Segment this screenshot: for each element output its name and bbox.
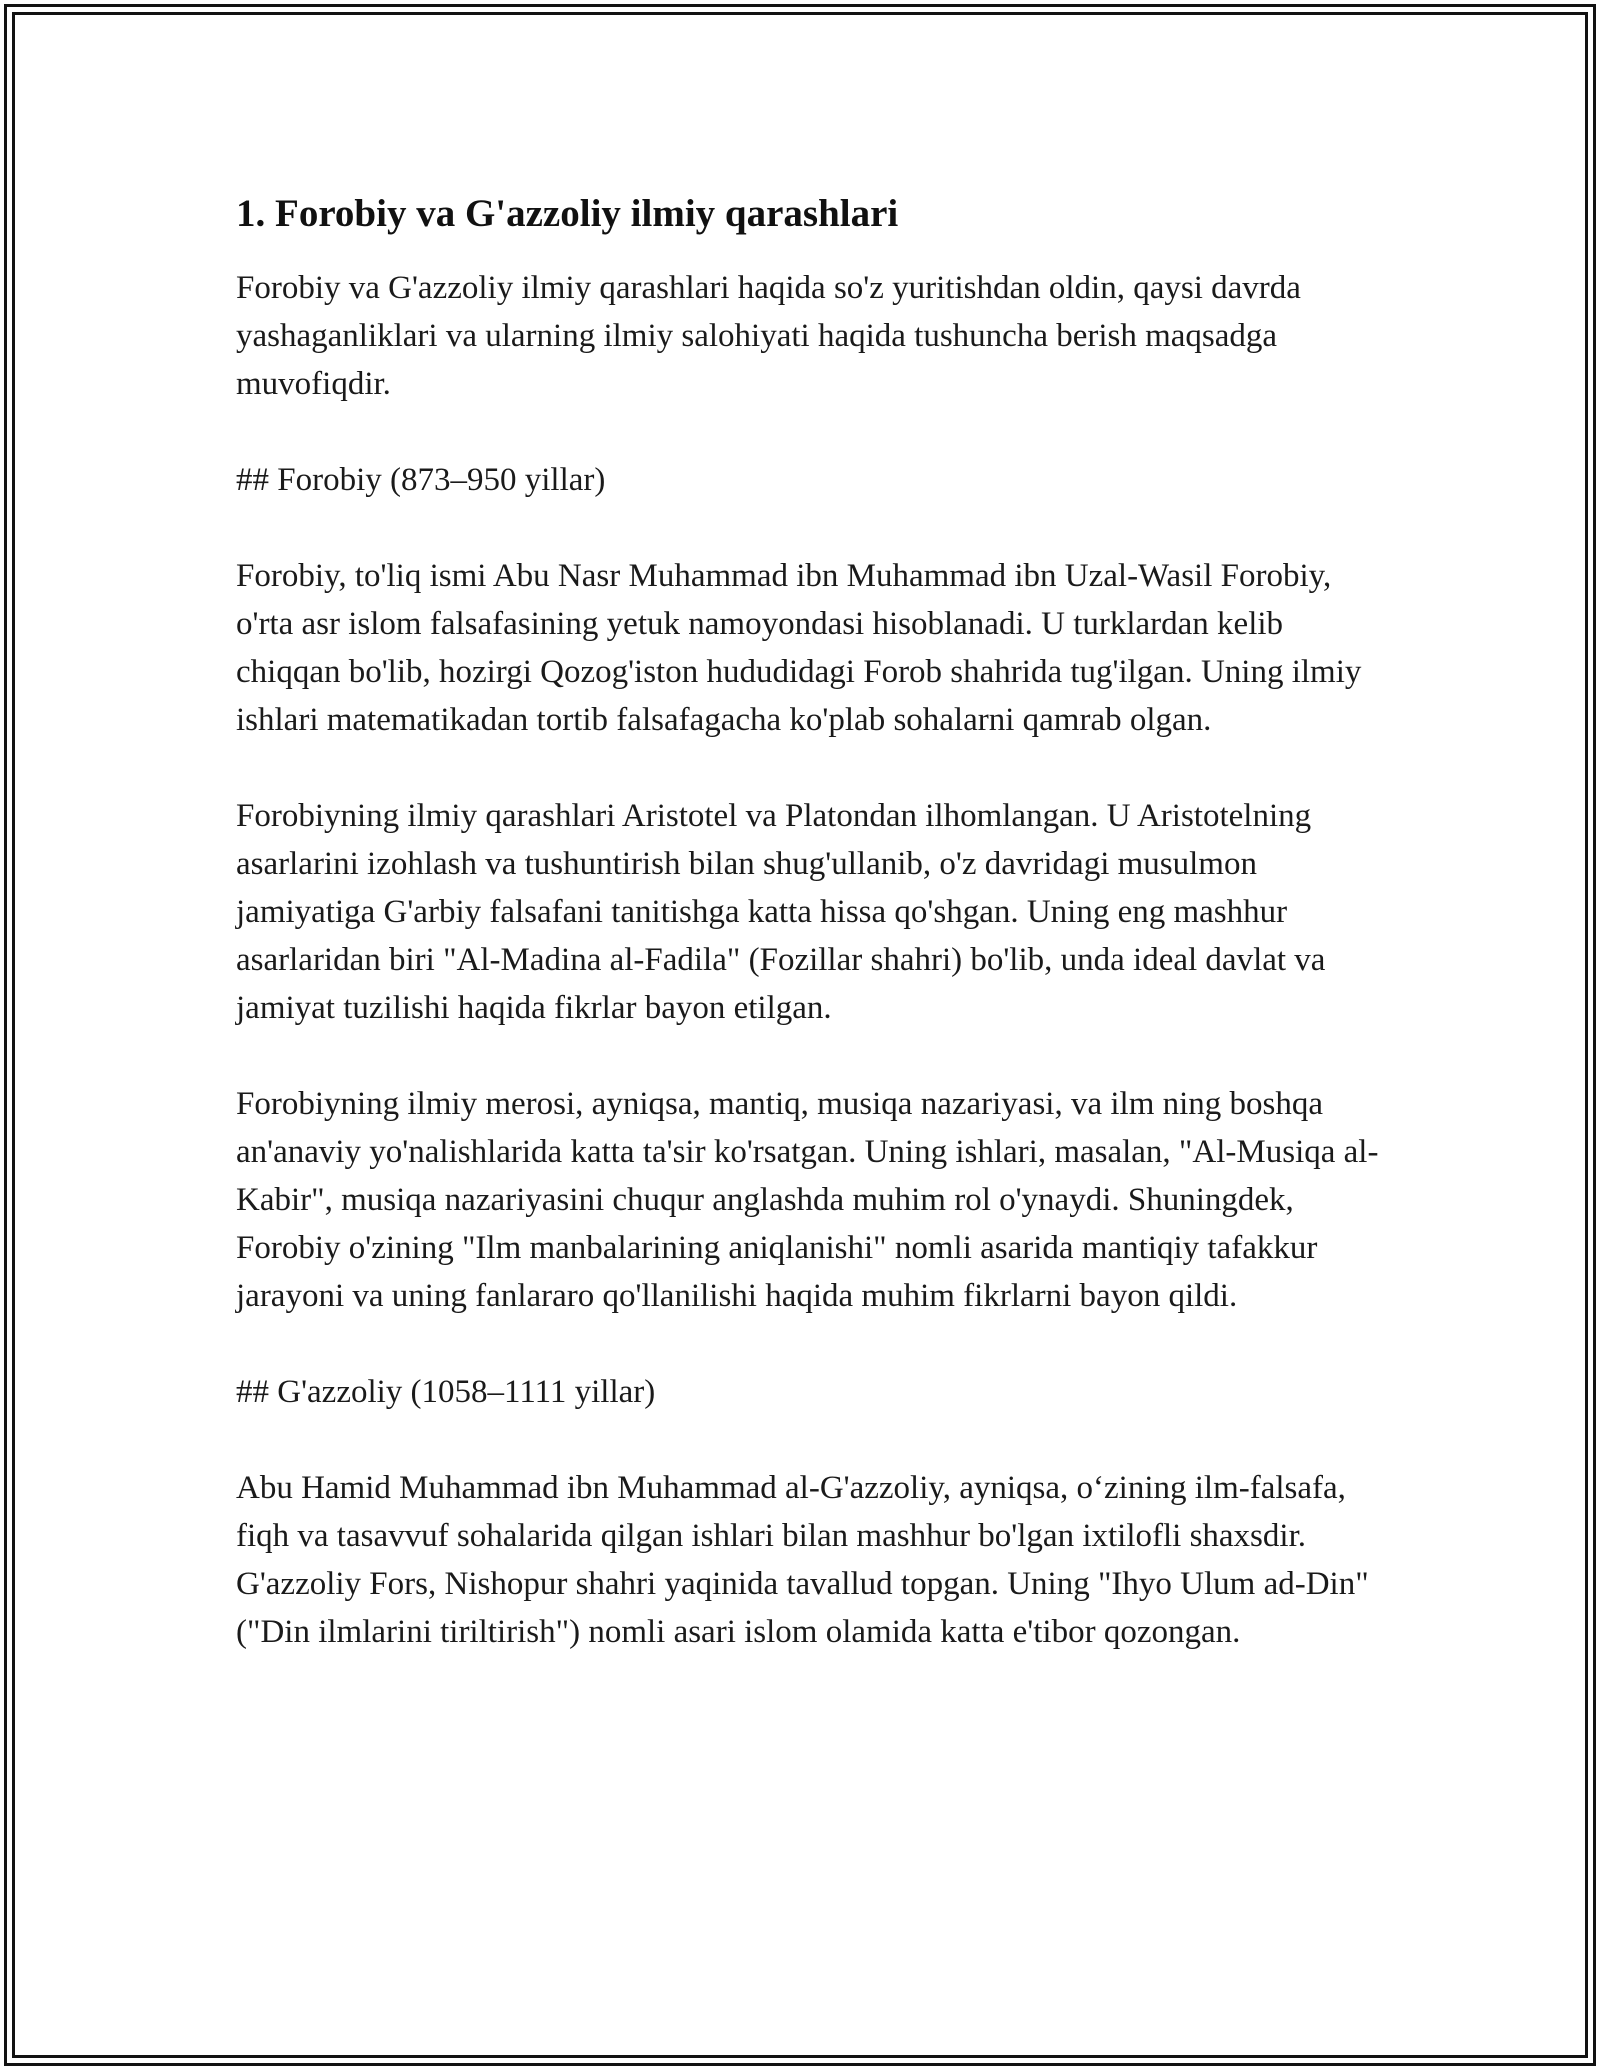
paragraph-forobiy-legacy: Forobiyning ilmiy merosi, ayniqsa, mantiq, musiqa nazariyasi, va ilm ning boshqa an'anaviy yo'nalishlarida katta ta'sir ko'rsatgan. Uning ishlari, masalan, "Al-Musiqa al-Kabir", musiqa nazariyasini chuqur anglashda muhim rol o'ynaydi. Shuningdek, Forobiy o'zining "Ilm manbalarining aniqlanishi" nomli asarida mantiqiy tafakkur jarayoni va uning fanlararo qo'llanilishi haqida muhim fikrlarni bayon qildi. (236, 1086, 1379, 1314)
paragraph-gazzoliy-bio: Abu Hamid Muhammad ibn Muhammad al-G'azzoliy, ayniqsa, o‘zining ilm-falsafa, fiqh va tasavvuf sohalarida qilgan ishlari bilan mashhur bo'lgan ixtilofli shaxsdir. G'azzoliy Fors, Nishopur shahri yaqinida tavallud topgan. Uning "Ihyo Ulum ad-Din" ("Din ilmlarini tiriltirish") nomli asari islom olamida katta e'tibor qozongan. (236, 1470, 1369, 1650)
section-heading-gazzoliy: ## G'azzoliy (1058–1111 yillar) (236, 1374, 656, 1410)
document-body (236, 188, 1386, 1704)
section-heading-forobiy: ## Forobiy (873–950 yillar) (236, 462, 606, 498)
document-title: 1. Forobiy va G'azzoliy ilmiy qarashlari (236, 192, 899, 235)
paragraph-forobiy-views: Forobiyning ilmiy qarashlari Aristotel va Platondan ilhomlangan. U Aristotelning asarlarini izohlash va tushuntirish bilan shug'ullanib, o'z davridagi musulmon jamiyatiga G'arbiy falsafani tanitishga katta hissa qo'shgan. Uning eng mashhur asarlaridan biri "Al-Madina al-Fadila" (Fozillar shahri) bo'lib, unda ideal davlat va jamiyat tuzilishi haqida fikrlar bayon etilgan. (236, 798, 1326, 1026)
paragraph-forobiy-bio: Forobiy, to'liq ismi Abu Nasr Muhammad ibn Muhammad ibn Uzal-Wasil Forobiy, o'rta asr islom falsafasining yetuk namoyondasi hisoblanadi. U turklardan kelib chiqqan bo'lib, hozirgi Qozog'iston hududidagi Forob shahrida tug'ilgan. Uning ilmiy ishlari matematikadan tortib falsafagacha ko'plab sohalarni qamrab olgan. (236, 558, 1362, 738)
paragraph-intro: Forobiy va G'azzoliy ilmiy qarashlari haqida so'z yuritishdan oldin, qaysi davrda yashaganliklari va ularning ilmiy salohiyati haqida tushuncha berish maqsadga muvofiqdir. (236, 270, 1301, 402)
